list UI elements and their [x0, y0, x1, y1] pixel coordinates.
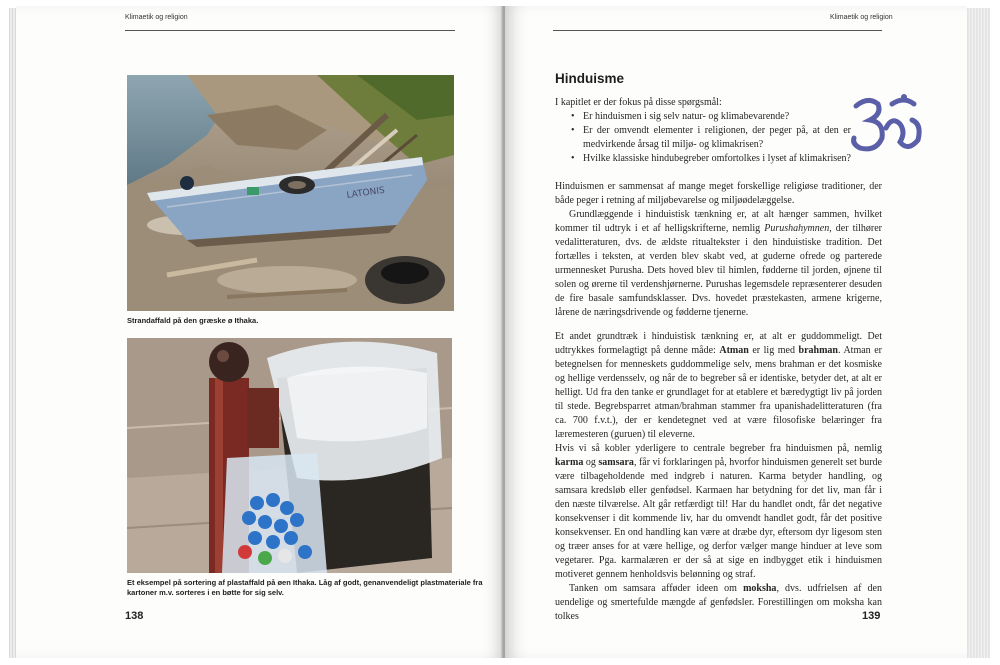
- body-text-block-2: [555, 330, 882, 442]
- header-rule-left: [125, 30, 455, 31]
- photo-beach-boat: [127, 75, 454, 311]
- question-list: [555, 110, 851, 166]
- body-text-block-1: [555, 180, 882, 320]
- svg-text:LATONIS: LATONIS: [346, 185, 386, 201]
- paragraph-5: Tanken om samsara afføder ideen om moksha, dvs. udfrielsen af den uendelige og smertefulde mængde af genfødsler. Forestillingen om moksha kan tolkes: [555, 583, 882, 622]
- question-item: • Er hinduismen i sig selv natur- og klimabevarende?: [571, 110, 851, 124]
- paragraph-2: Grundlæggende i hinduistisk tænkning er, at alt hænger sammen, hvilket kommer til udtryk i et af helligskrifterne, nemlig Purushahymnen, der tilhører vedalitteraturen, dvs. de ældste ritualtekster i den hinduistiske tradition. Det fortælles i teksten, at verden blev skabt ved, at guderne ofrede og parterede urmennesket Purusha. Dets hoved blev til himlen, fødderne til jorden, øjnene til solen og ørerne til verdenshjørnerne. Purushas legemsdele repræsenterer desuden de fire basale samfundsklasser. Dvs. hovedet præstekasten, armene krigerne, lårene de næringsdrivende og fødderne tjenerne.: [555, 209, 882, 318]
- intro-text: I kapitlet er der fokus på disse spørgsmål:: [555, 97, 722, 108]
- page-number-right: 139: [862, 610, 881, 622]
- intro-block: [555, 96, 882, 166]
- paragraph-1: Hinduismen er sammensat af mange meget forskellige religiøse traditioner, der både peger i retning af miljøbevarelse og miljøødelæggelse.: [555, 181, 882, 206]
- running-head-right: Klimaetik og religion: [830, 14, 893, 21]
- paragraph-4: Hvis vi så kobler yderligere to centrale begreber fra hinduismen på, nemlig karma og samsara, får vi forklaringen på, hvorfor hinduismen generelt set burde være tilbageholdende med indgreb i naturen. Karma betyder handling, og samsara kredsløb eller genfødsel. Karmaen har betydning for det liv, man får i den næste tilværelse. Alt går retfærdigt til! Har du handlet ondt, får det negative konsekvenser i dit kommende liv, har du omvendt handlet godt, får det positive konsekvenser. En ond handling kan være at dræbe dyr, eftersom dyr ligesom sten og træer anses for at være hellige, og derfor vælger mange hinduer at leve som vegetarer. Pga. karmalæren er der så at sige en indbygget etik i hinduismen motiveret gennem henholdsvis belønning og straf.: [555, 443, 883, 580]
- question-item: • Hvilke klassiske hindubegreber omfortolkes i lyset af klimakrisen?: [571, 152, 851, 166]
- page-number-left: 138: [125, 610, 144, 622]
- chapter-heading: Hinduisme: [555, 71, 625, 86]
- paragraph-3: Et andet grundtræk i hinduistisk tænkning er, at alt er guddommeligt. Det udtrykkes formelagtigt på denne måde: Atman er lig med brahman. Atman er betegnelsen for menneskets guddommelige selv, mens brahman er det kosmiske og hellige verdensselv, og når de to begreber så er identiske, betyder det, at alt er helligt. Ud fra den tanke er grundlaget for at etablere et bæredygtigt liv på jorden til stede. Begrebsparret atman/brahman stammer fra upanishadelitteraturen (fra ca. 700 f.v.t.), der er kendetegnet ved at være filosofiske belæringer fra læremesteren (guruen) til eleverne.: [555, 331, 882, 440]
- beach-boat-illustration: [127, 75, 454, 311]
- header-rule-right: [553, 30, 882, 31]
- body-text-block-3: [555, 442, 882, 624]
- recycling-bin-illustration: [127, 338, 452, 573]
- photo-recycling-bin: [127, 338, 452, 573]
- photo-caption-recycling-line2: kartoner m.v. sorteres i en bøtte for sig selv.: [127, 588, 284, 597]
- photo-caption-beach: Strandaffald på den græske ø Ithaka.: [127, 316, 259, 325]
- question-item: • Er der omvendt elementer i religionen, der peger på, at den er medvirkende årsag til miljø- og klimakrisen?: [571, 124, 851, 152]
- photo-caption-recycling-line1: Et eksempel på sortering af plastaffald på øen Ithaka. Låg af godt, genanvendeligt plastmateriale fra: [127, 578, 483, 587]
- running-head-left: Klimaetik og religion: [125, 14, 188, 21]
